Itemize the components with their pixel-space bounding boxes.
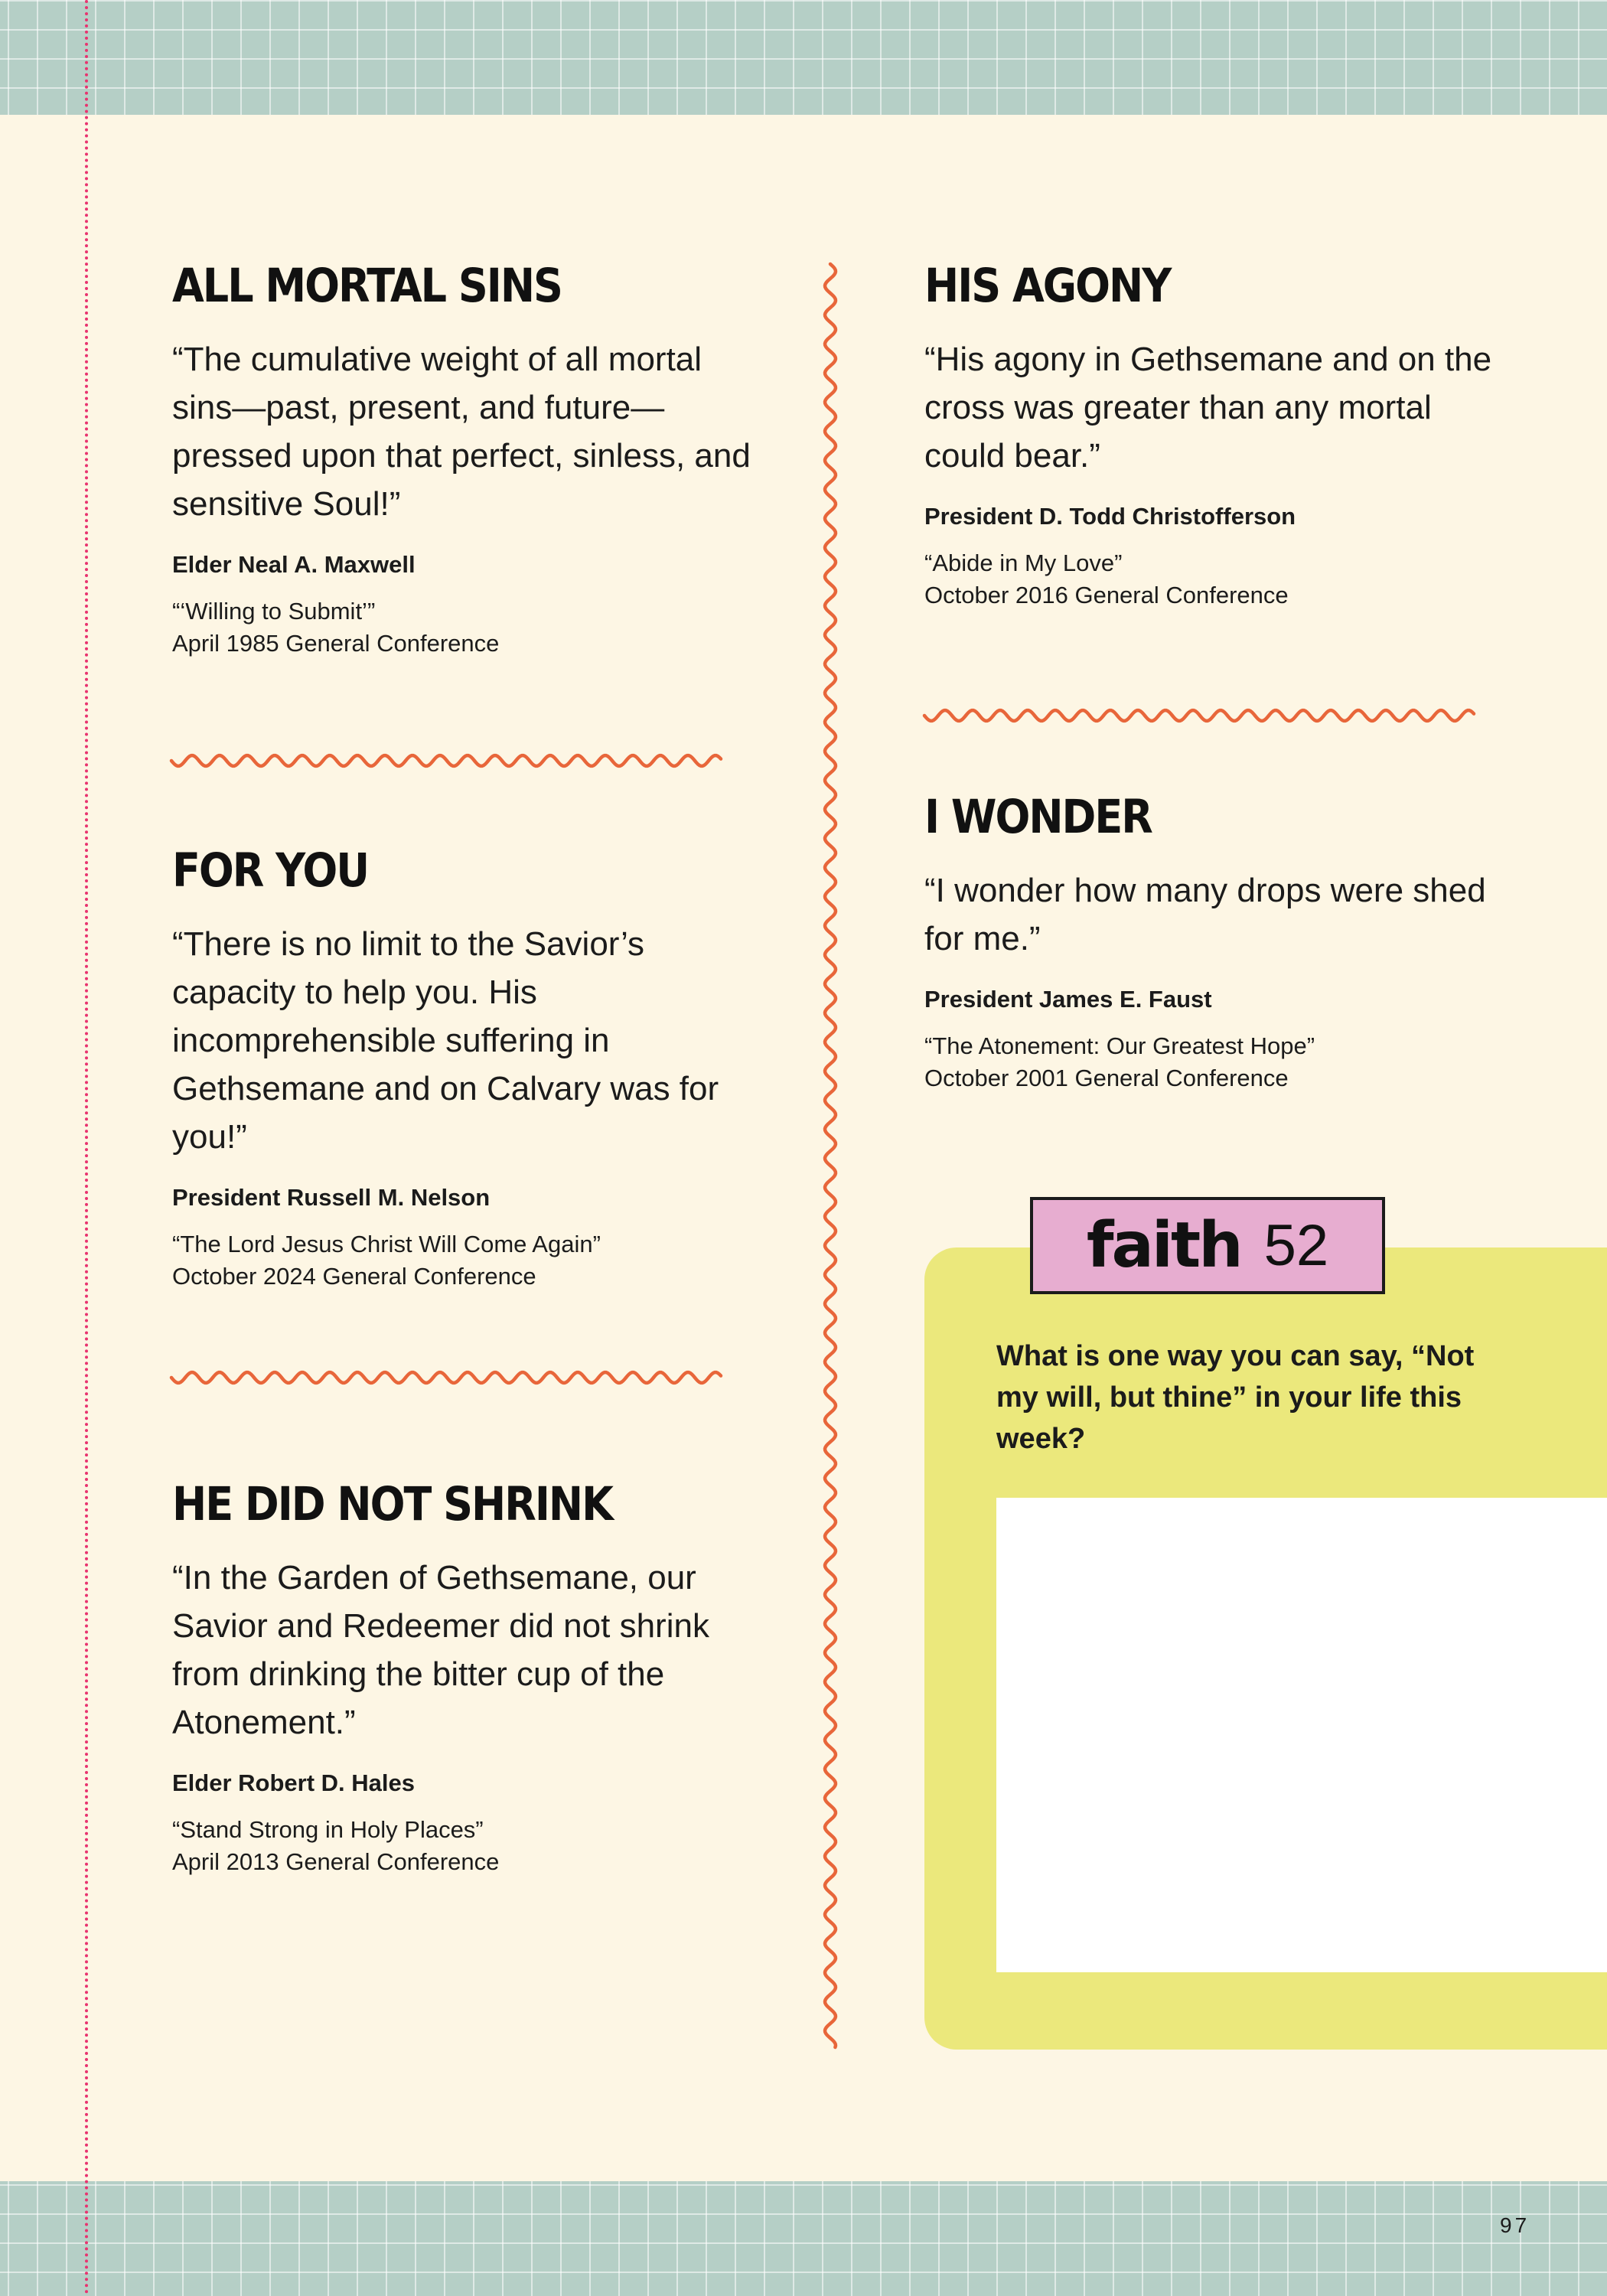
quote-heading: HE DID NOT SHRINK: [172, 1476, 612, 1531]
quote-text: “The cumulative weight of all mortal sins—past, present, and future—pressed upon that perfect, sinless, and sensitive Soul!”: [172, 341, 751, 523]
faith-badge: [1030, 1197, 1385, 1294]
quote-text: “In the Garden of Gethsemane, our Savior and Redeemer did not shrink from drinking the bitter cup of the Atonement.”: [172, 1559, 709, 1741]
quote-block-i-wonder: [924, 791, 1506, 1094]
quote-source: [172, 1228, 754, 1293]
quote-author: Elder Robert D. Hales: [172, 1769, 415, 1796]
source-event: October 2001 General Conference: [924, 1065, 1289, 1091]
page-number: 97: [1500, 2213, 1530, 2237]
source-title: “The Atonement: Our Greatest Hope”: [924, 1032, 1315, 1059]
quote-heading: ALL MORTAL SINS: [172, 258, 562, 313]
faith-badge-number: 52: [1263, 1213, 1329, 1278]
answer-writing-area[interactable]: [996, 1498, 1607, 1972]
quote-text: “I wonder how many drops were shed for me.”: [924, 872, 1486, 957]
quote-text: “There is no limit to the Savior’s capacity to help you. His incomprehensible suffering in Gethsemane and on Calvary was for you!”: [172, 925, 719, 1156]
quote-block-he-did-not-shrink: [172, 1476, 754, 1878]
quote-block-his-agony: [924, 260, 1506, 612]
margin-dotted-line: [85, 0, 88, 2296]
source-title: “Stand Strong in Holy Places”: [172, 1816, 484, 1843]
wavy-divider-left-1: [168, 752, 725, 770]
source-title: “‘Willing to Submit’”: [172, 598, 376, 625]
quote-source: [172, 1814, 754, 1878]
quote-author: Elder Neal A. Maxwell: [172, 551, 416, 578]
source-title: “Abide in My Love”: [924, 550, 1123, 576]
wavy-divider-left-2: [168, 1368, 725, 1387]
source-event: October 2016 General Conference: [924, 582, 1289, 608]
quote-source: [924, 1030, 1506, 1094]
source-event: April 1985 General Conference: [172, 630, 500, 657]
quote-author: President Russell M. Nelson: [172, 1184, 491, 1211]
quote-source: [172, 595, 754, 660]
source-event: April 2013 General Conference: [172, 1848, 500, 1875]
faith-badge-word: faith: [1086, 1209, 1241, 1282]
quote-source: [924, 547, 1506, 612]
quote-heading: I WONDER: [924, 789, 1152, 844]
quote-heading: HIS AGONY: [924, 258, 1171, 313]
bottom-grid-band: [0, 2181, 1607, 2296]
quote-block-for-you: [172, 845, 754, 1293]
top-grid-band: [0, 0, 1607, 115]
faith-prompt: What is one way you can say, “Not my will, but thine” in your life this week?: [996, 1340, 1475, 1455]
vertical-wavy-divider: [821, 260, 839, 2051]
wavy-divider-right-1: [921, 706, 1478, 725]
quote-heading: FOR YOU: [172, 843, 369, 898]
quote-author: President D. Todd Christofferson: [924, 503, 1296, 530]
quote-block-all-mortal-sins: [172, 260, 754, 660]
source-title: “The Lord Jesus Christ Will Come Again”: [172, 1231, 601, 1257]
source-event: October 2024 General Conference: [172, 1263, 536, 1290]
quote-text: “His agony in Gethsemane and on the cross was greater than any mortal could bear.”: [924, 341, 1492, 475]
quote-author: President James E. Faust: [924, 986, 1212, 1013]
